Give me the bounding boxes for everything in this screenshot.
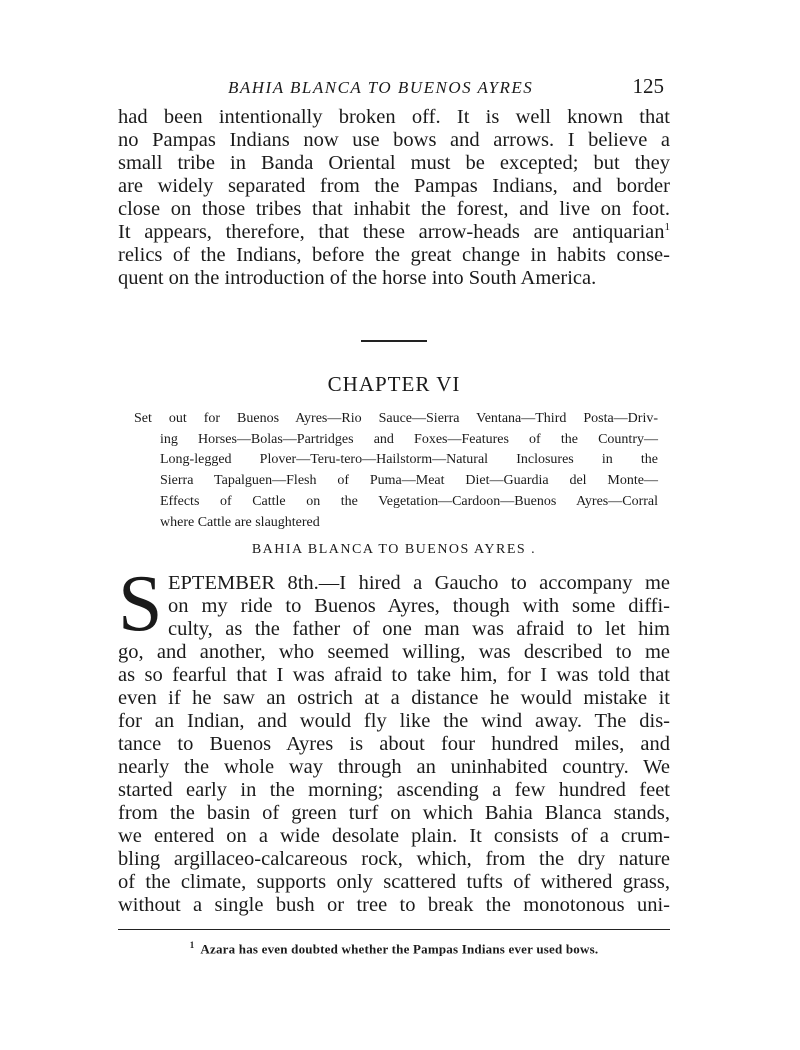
text-line: culty, as the father of one man was afraid to let him bbox=[168, 618, 670, 641]
footnote-text: Azara has even doubted whether the Pampas Indians ever used bows. bbox=[200, 941, 599, 957]
text-line: for an Indian, and would fly like the wind away. The dis- bbox=[118, 710, 670, 733]
text-line: nearly the whole way through an uninhabited country. We bbox=[118, 756, 670, 779]
text-line: as so fearful that I was afraid to take him, for I was told that bbox=[118, 664, 670, 687]
text-line: started early in the morning; ascending a few hundred feet bbox=[118, 779, 670, 802]
text-line: on my ride to Buenos Ayres, though with some diffi- bbox=[168, 595, 670, 618]
footnote-mark: 1 bbox=[189, 940, 195, 951]
synopsis-line: Set out for Buenos Ayres—Rio Sauce—Sierra Ventana—Third Posta—Driv- bbox=[134, 411, 658, 426]
text-line: quent on the introduction of the horse into South America. bbox=[118, 267, 597, 289]
synopsis-line: ing Horses—Bolas—Partridges and Foxes—Features of the Country— bbox=[160, 431, 658, 447]
continuation-paragraph bbox=[118, 106, 670, 290]
text-line: close on those tribes that inhabit the forest, and live on foot. bbox=[118, 198, 670, 220]
text-line: of the climate, supports only scattered tufts of withered grass, bbox=[118, 871, 670, 894]
synopsis-line: Sierra Tapalguen—Flesh of Puma—Meat Diet—Guardia del Monte— bbox=[160, 473, 658, 489]
footnote-reference: 1 bbox=[664, 221, 670, 234]
text-line: relics of the Indians, before the great change in habits conse- bbox=[118, 244, 670, 266]
text-line-content: It appears, therefore, that these arrow-heads are antiquarian bbox=[118, 221, 665, 243]
text-line: no Pampas Indians now use bows and arrows. I believe a bbox=[118, 129, 670, 151]
drop-cap-letter: S bbox=[118, 560, 163, 649]
text-line: even if he saw an ostrich at a distance he would mistake it bbox=[118, 687, 670, 710]
text-line: are widely separated from the Pampas Indians, and border bbox=[118, 175, 670, 197]
text-line: bling argillaceo-calcareous rock, which, from the dry nature bbox=[118, 848, 670, 871]
chapter-synopsis bbox=[134, 409, 658, 533]
text-line: small tribe in Banda Oriental must be excepted; but they bbox=[118, 152, 670, 174]
chapter-title: CHAPTER VI bbox=[327, 372, 461, 396]
synopsis-line: Long-legged Plover—Teru-tero—Hailstorm—Natural Inclosures in the bbox=[160, 452, 658, 468]
synopsis-line: Effects of Cattle on the Vegetation—Cardoon—Buenos Ayres—Corral bbox=[160, 493, 658, 509]
section-heading: BAHIA BLANCA TO BUENOS AYRES . bbox=[251, 542, 537, 558]
text-line: tance to Buenos Ayres is about four hundred miles, and bbox=[118, 733, 670, 756]
body-paragraph bbox=[118, 560, 670, 917]
book-page bbox=[118, 72, 670, 958]
text-line: we entered on a wide desolate plain. It consists of a crum- bbox=[118, 825, 670, 848]
synopsis-line: where Cattle are slaughtered bbox=[160, 514, 320, 530]
chapter-divider-rule bbox=[361, 340, 427, 342]
text-line: from the basin of green turf on which Bahia Blanca stands, bbox=[118, 802, 670, 825]
text-line-with-footnote-ref bbox=[118, 221, 670, 244]
text-line: had been intentionally broken off. It is well known that bbox=[118, 106, 670, 128]
running-title: BAHIA BLANCA TO BUENOS AYRES bbox=[228, 78, 534, 97]
running-head bbox=[118, 72, 670, 106]
text-line: EPTEMBER 8th.—I hired a Gaucho to accompany me bbox=[168, 572, 670, 595]
footnote bbox=[118, 940, 670, 957]
page-number: 125 bbox=[632, 74, 664, 98]
text-line: without a single bush or tree to break the monotonous uni- bbox=[118, 894, 670, 917]
text-line: go, and another, who seemed willing, was described to me bbox=[118, 641, 670, 664]
footnote-rule bbox=[118, 929, 670, 930]
